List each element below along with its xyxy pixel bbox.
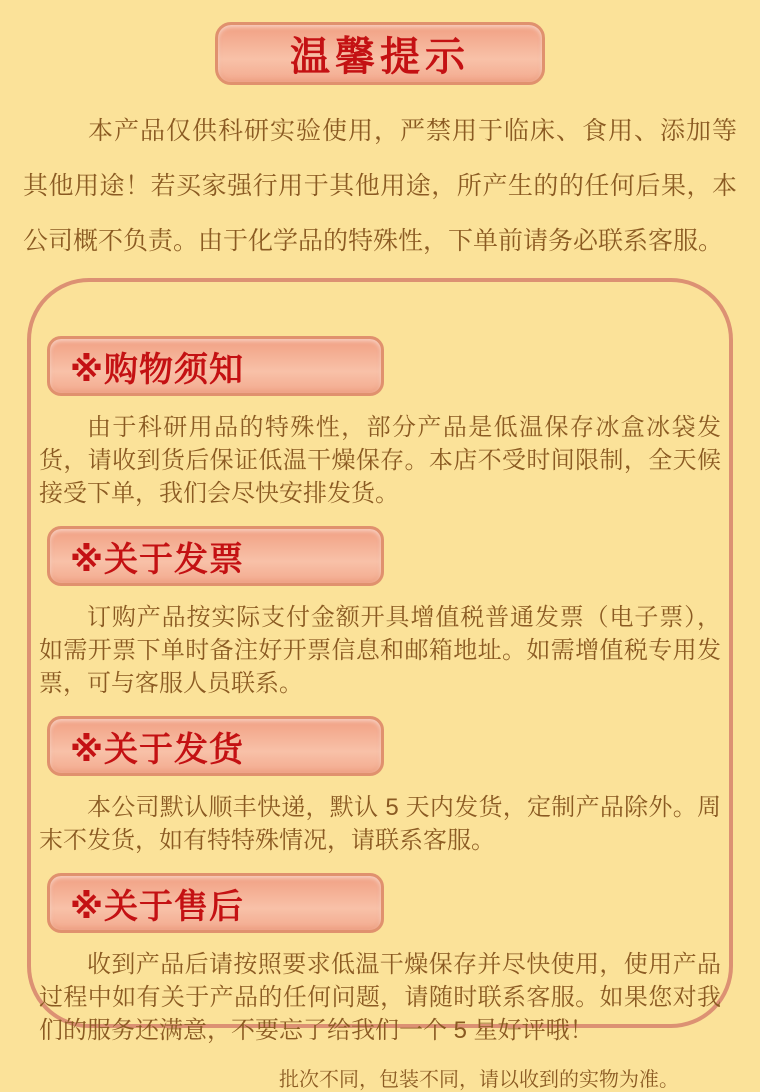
section-shipping [37, 716, 723, 857]
section-heading-badge [47, 873, 384, 933]
section-heading: ※关于售后 [70, 887, 245, 926]
section-heading-badge [47, 336, 384, 396]
section-body: 本公司默认顺丰快递，默认 5 天内发货，定制产品除外。周末不发货，如有特特殊情况，请联系客服。 [39, 794, 721, 854]
section-shopping-notice [37, 336, 723, 510]
page-title: 温馨提示 [290, 35, 470, 79]
notice-page [0, 22, 760, 1091]
intro-paragraph: 本产品仅供科研实验使用，严禁用于临床、食用、添加等其他用途！若买家强行用于其他用途，所产生的的任何后果，本公司概不负责。由于化学品的特殊性，下单前请务必联系客服。 [23, 117, 737, 255]
section-body: 收到产品后请按照要求低温干燥保存并尽快使用，使用产品过程中如有关于产品的任何问题，请随时联系客服。如果您对我们的服务还满意，不要忘了给我们一个 5 星好评哦！ [39, 951, 721, 1044]
notice-panel [27, 278, 733, 1091]
section-body: 由于科研用品的特殊性，部分产品是低温保存冰盒冰袋发货，请收到货后保证低温干燥保存。本店不受时间限制，全天候接受下单，我们会尽快安排发货。 [39, 414, 721, 507]
section-heading-badge [47, 716, 384, 776]
section-heading: ※购物须知 [70, 350, 245, 389]
section-heading: ※关于发货 [70, 730, 245, 769]
footer-note: 批次不同，包装不同，请以收到的实物为准。 [279, 1069, 679, 1091]
section-invoice [37, 526, 723, 700]
section-body: 订购产品按实际支付金额开具增值税普通发票（电子票），如需开票下单时备注好开票信息和邮箱地址。如需增值税专用发票，可与客服人员联系。 [39, 604, 721, 697]
section-after-sales [37, 873, 723, 1047]
section-heading: ※关于发票 [70, 540, 245, 579]
section-heading-badge [47, 526, 384, 586]
title-badge [215, 22, 545, 85]
